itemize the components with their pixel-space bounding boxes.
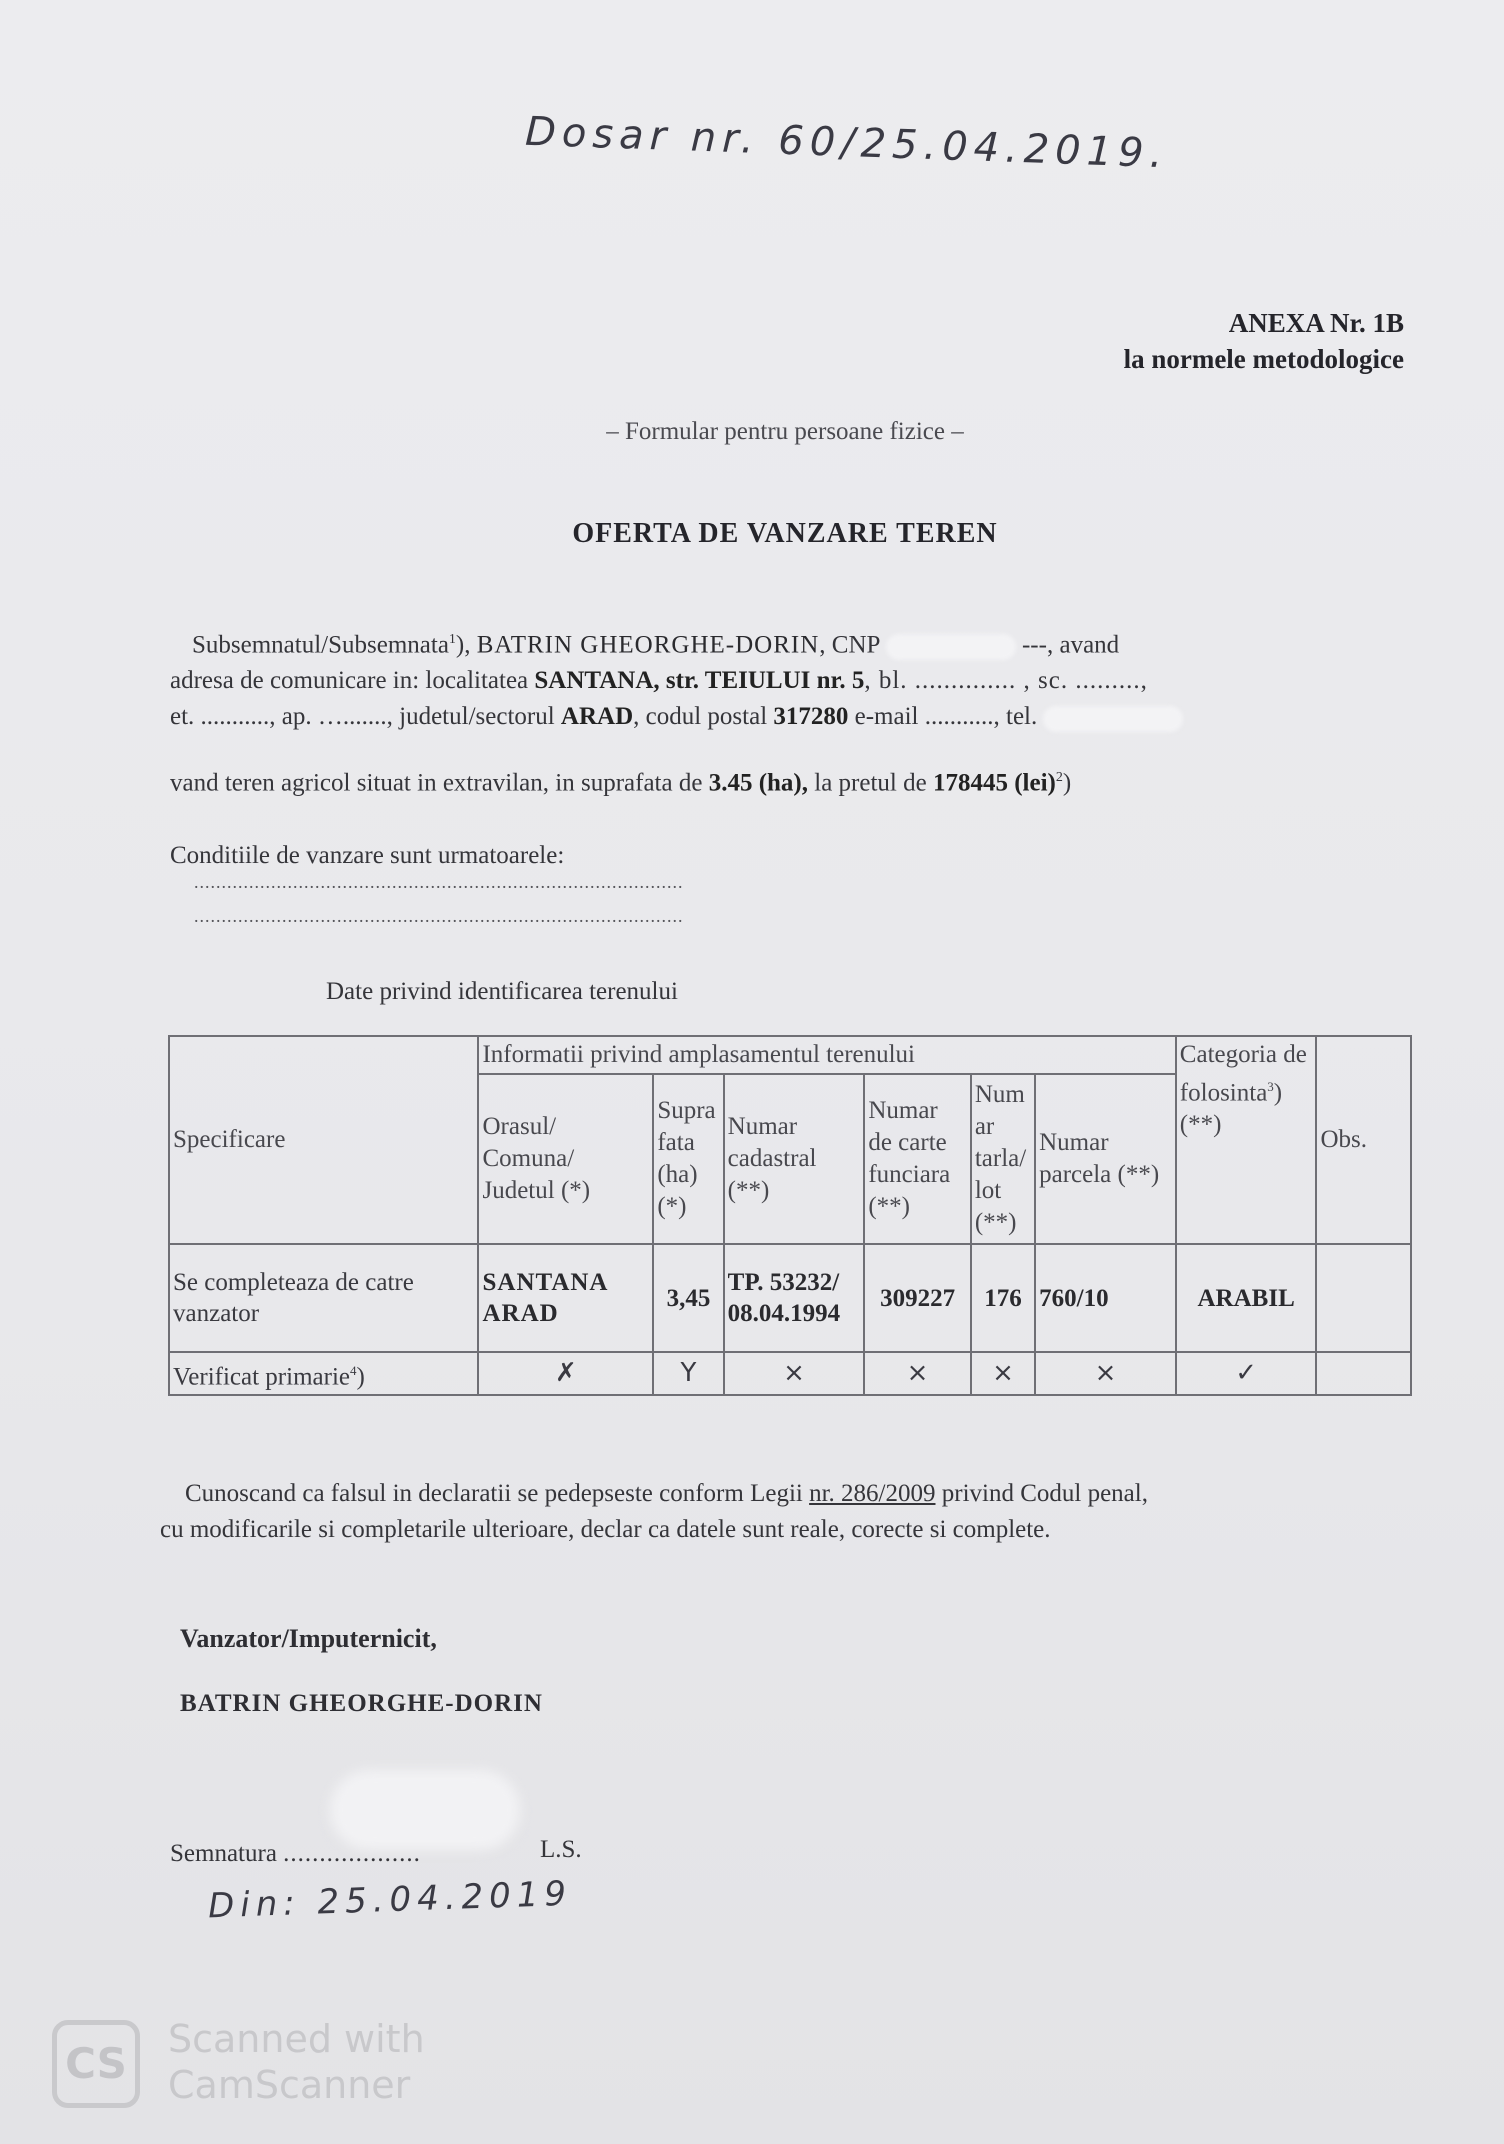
annex-header <box>1124 305 1404 377</box>
applicant-locality: SANTANA, str. TEIULUI nr. 5 <box>534 667 865 695</box>
conditions-label: Conditiile de vanzare sunt urmatoarele: <box>170 842 565 869</box>
check-mark: Y <box>653 1352 723 1395</box>
table-row <box>169 1352 1411 1395</box>
form-subtitle: – Formular pentru persoane fizice – <box>606 418 964 445</box>
section-title: Date privind identificarea terenului <box>326 978 678 1005</box>
column-obs: Obs. <box>1316 1036 1411 1244</box>
cell-categoria: ARABIL <box>1176 1244 1317 1352</box>
signature-line: Semnatura ................... <box>170 1840 421 1867</box>
cell-tarla: 176 <box>971 1244 1035 1352</box>
applicant-paragraph <box>170 622 1410 735</box>
check-mark: × <box>864 1352 971 1395</box>
redacted-cnp <box>886 634 1016 660</box>
sale-line: vand teren agricol situat in extravilan, in suprafata de 3.45 (ha), la pretul de 178445 (lei)$^2$) <box>170 769 1072 797</box>
table-header-row <box>169 1036 1411 1074</box>
law-reference: nr. 286/2009 <box>809 1480 936 1507</box>
land-identification-table <box>168 1035 1412 1396</box>
cell-obs <box>1316 1244 1411 1352</box>
column-categoria: Categoria de folosinta$^3$) (**) <box>1176 1036 1317 1244</box>
column-oras: Orasul/ Comuna/ Judetul (*) <box>478 1074 653 1244</box>
declaration-line-1: Cunoscand ca falsul in declaratii se pedepseste conform Legii nr. 286/2009 privind Codul penal, <box>185 1480 1148 1507</box>
redacted-phone <box>1043 706 1183 732</box>
check-mark: × <box>1035 1352 1176 1395</box>
row-label: Se completeaza de catre vanzator <box>169 1244 478 1352</box>
sale-area: 3.45 (ha), <box>708 769 808 797</box>
applicant-postal-code: 317280 <box>773 703 849 731</box>
column-tarla-lot: Num ar tarla/ lot (**) <box>971 1074 1035 1244</box>
annex-number: ANEXA Nr. 1B <box>1228 308 1404 338</box>
signature-role: Vanzator/Imputernicit, <box>180 1624 437 1653</box>
page-title: OFERTA DE VANZARE TEREN <box>572 518 998 549</box>
cell-suprafata: 3,45 <box>653 1244 723 1352</box>
applicant-name: BATRIN GHEORGHE-DORIN <box>476 631 820 659</box>
column-cadastral: Numar cadastral (**) <box>724 1074 865 1244</box>
applicant-line-1: Subsemnatul/Subsemnata$^1$), BATRIN GHEORGHE-DORIN, CNP ---, avand <box>192 631 1120 659</box>
handwritten-date: Din: 25.04.2019 <box>207 1873 573 1927</box>
column-carte-funciara: Numar de carte funciara (**) <box>864 1074 971 1244</box>
column-suprafata: Supra fata (ha) (*) <box>653 1074 723 1244</box>
annex-subtitle: la normele metodologice <box>1123 344 1404 374</box>
ls-mark: L.S. <box>540 1836 582 1863</box>
check-mark: × <box>971 1352 1035 1395</box>
row-label-verificat: Verificat primarie$^4$) <box>169 1352 478 1395</box>
check-mark: ✗ <box>478 1352 653 1395</box>
cell-cadastral: TP. 53232/ 08.04.1994 <box>724 1244 865 1352</box>
applicant-county: ARAD <box>560 703 634 731</box>
column-specificare: Specificare <box>169 1036 478 1244</box>
camscanner-watermark: Scanned with CamScanner <box>168 2017 425 2107</box>
check-mark: ✓ <box>1176 1352 1317 1395</box>
cell-carte-funciara: 309227 <box>864 1244 971 1352</box>
conditions-line-2: ......................................................................................... <box>194 906 684 926</box>
column-group-header: Informatii privind amplasamentul terenului <box>478 1036 1175 1074</box>
cell-oras: SANTANA ARAD <box>478 1244 653 1352</box>
conditions-line-1: ......................................................................................... <box>194 872 684 892</box>
sale-price: 178445 (lei) <box>932 769 1056 797</box>
table-row <box>169 1244 1411 1352</box>
applicant-line-3: et. ..........., ap. …......., judetul/sectorul ARAD, codul postal 317280 e-mail ..........., tel. <box>170 699 1410 735</box>
check-mark: × <box>724 1352 865 1395</box>
declaration-line-2: cu modificarile si completarile ulterioare, declar ca datele sunt reale, corecte si complete. <box>160 1516 1051 1543</box>
signature-name: BATRIN GHEORGHE-DORIN <box>180 1690 543 1717</box>
handwritten-dosar-number: Dosar nr. 60/25.04.2019. <box>524 108 1170 178</box>
cell-parcela: 760/10 <box>1035 1244 1176 1352</box>
applicant-line-2: adresa de comunicare in: localitatea SANTANA, str. TEIULUI nr. 5, bl. .............. , sc. ........., <box>170 667 1148 695</box>
declaration-paragraph <box>160 1476 1410 1548</box>
column-parcela: Numar parcela (**) <box>1035 1074 1176 1244</box>
camscanner-logo: CS <box>52 2020 140 2108</box>
cell-obs-empty <box>1316 1352 1411 1395</box>
